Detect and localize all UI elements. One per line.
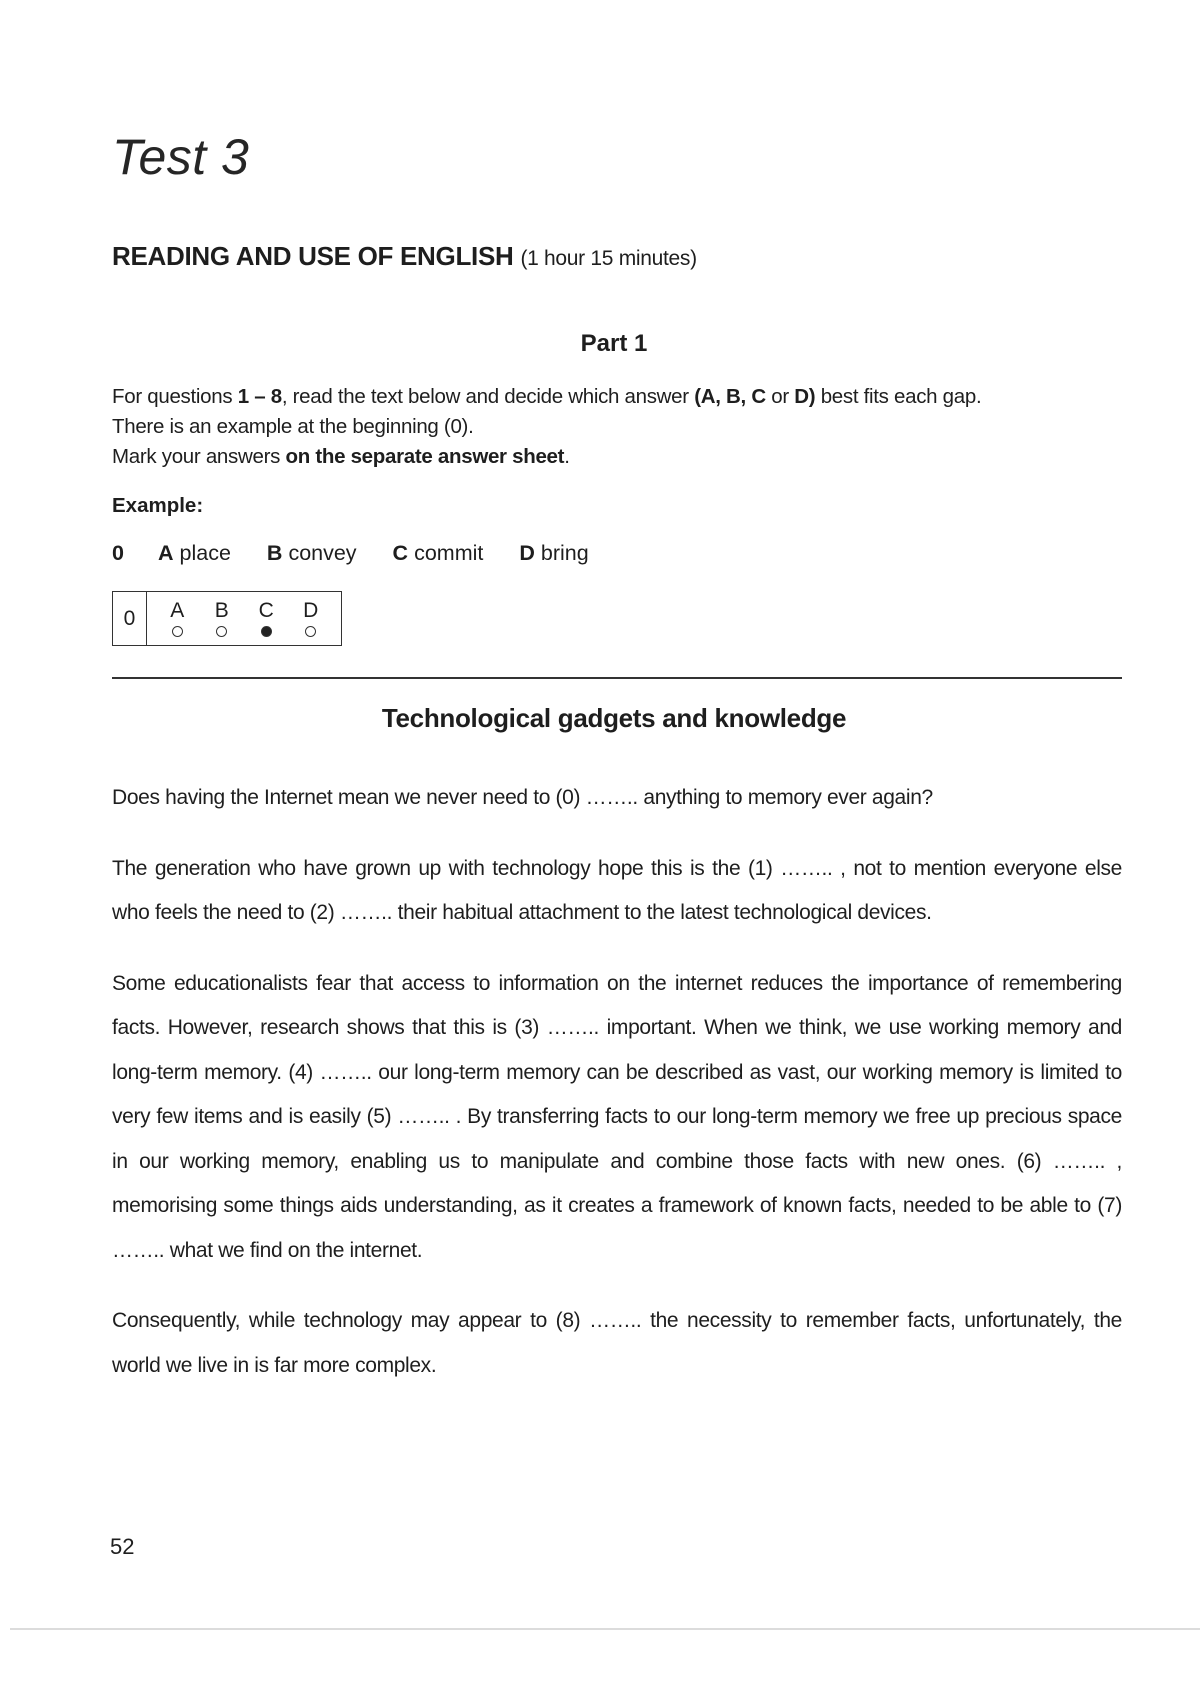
instruction-range: 1 – 8 [237, 385, 282, 408]
example-options [112, 541, 619, 566]
answer-cell-c [246, 592, 286, 645]
option-word: bring [540, 541, 589, 565]
section-heading-text: READING AND USE OF ENGLISH [112, 241, 514, 271]
answer-cell-letter: B [214, 599, 229, 622]
section-heading [112, 241, 697, 272]
option-word: convey [288, 541, 357, 565]
section-duration: (1 hour 15 minutes) [520, 247, 697, 270]
example-label: Example: [112, 494, 204, 517]
instructions [112, 382, 1122, 472]
instruction-text: , read the text below and decide which answer [281, 385, 695, 408]
example-option-d [519, 541, 588, 566]
answer-bubble-b [216, 626, 227, 637]
instruction-text: . [564, 445, 570, 468]
answer-box-cells [147, 592, 341, 645]
option-word: commit [414, 541, 484, 565]
instruction-line-2: There is an example at the beginning (0). [112, 415, 474, 438]
example-answer-box [112, 591, 342, 646]
instruction-text: on [285, 445, 310, 468]
page-number: 52 [110, 1534, 135, 1559]
answer-cell-letter: A [170, 599, 185, 622]
passage-paragraph-4: Consequently, while technology may appear to (8) …….. the necessity to remember facts, unfortunately, the world we live in is far more complex. [112, 1309, 1122, 1377]
option-letter: D [519, 541, 535, 565]
passage-title: Technological gadgets and knowledge [381, 703, 847, 733]
option-letter: B [266, 541, 283, 565]
answer-cell-b [202, 592, 242, 645]
page-bottom-edge [10, 1628, 1200, 1630]
example-option-b [267, 541, 357, 566]
instruction-text: For questions [112, 385, 238, 408]
instruction-answer-sheet: the separate answer sheet [309, 445, 565, 468]
instruction-text: Mark your answers [112, 445, 286, 468]
example-option-c [393, 541, 484, 566]
test-title: Test 3 [112, 129, 250, 185]
option-letter: A [157, 541, 174, 565]
answer-cell-d [291, 592, 331, 645]
answer-bubble-d [305, 626, 316, 637]
part-title: Part 1 [580, 330, 648, 357]
passage [112, 776, 1122, 1414]
passage-paragraph-3: Some educationalists fear that access to information on the internet reduces the importance of remembering facts. However, research shows that this is (3) …….. important. When we think, we use working memory and long-term memory. (4) …….. our long-term memory can be described as vast, our working memory is limited to very few items and is easily (5) …….. . By transferring facts to our long-term memory we free up precious space in our working memory, enabling us to manipulate and combine those facts with new ones. (6) …….. , memorising some things aids understanding, as it creates a framework of known facts, needed to be able to (7) …….. what we find on the internet. [112, 971, 1122, 1262]
instruction-choice-d: D) [794, 385, 816, 408]
instruction-text: or [765, 385, 795, 408]
instruction-line-1 [112, 382, 1122, 412]
passage-paragraph-1: Does having the Internet mean we never need to (0) …….. anything to memory ever again? [112, 786, 933, 809]
answer-cell-letter: C [258, 599, 274, 622]
option-word: place [179, 541, 231, 565]
option-letter: C [392, 541, 409, 565]
passage-paragraph-2: The generation who have grown up with technology hope this is the (1) …….. , not to mention everyone else who feels the need to (2) …….. their habitual attachment to the latest technological devices. [112, 856, 1122, 924]
answer-bubble-a [172, 626, 183, 637]
example-number: 0 [112, 541, 124, 565]
answer-cell-a [157, 592, 197, 645]
answer-cell-letter: D [303, 599, 319, 622]
answer-bubble-c [261, 626, 272, 637]
answer-box-number: 0 [113, 592, 147, 645]
instruction-text: best fits each gap. [815, 385, 982, 408]
example-option-a [158, 541, 231, 566]
divider [112, 677, 1122, 679]
instruction-choices: (A, B, C [694, 385, 766, 408]
instruction-line-3 [112, 442, 1122, 472]
